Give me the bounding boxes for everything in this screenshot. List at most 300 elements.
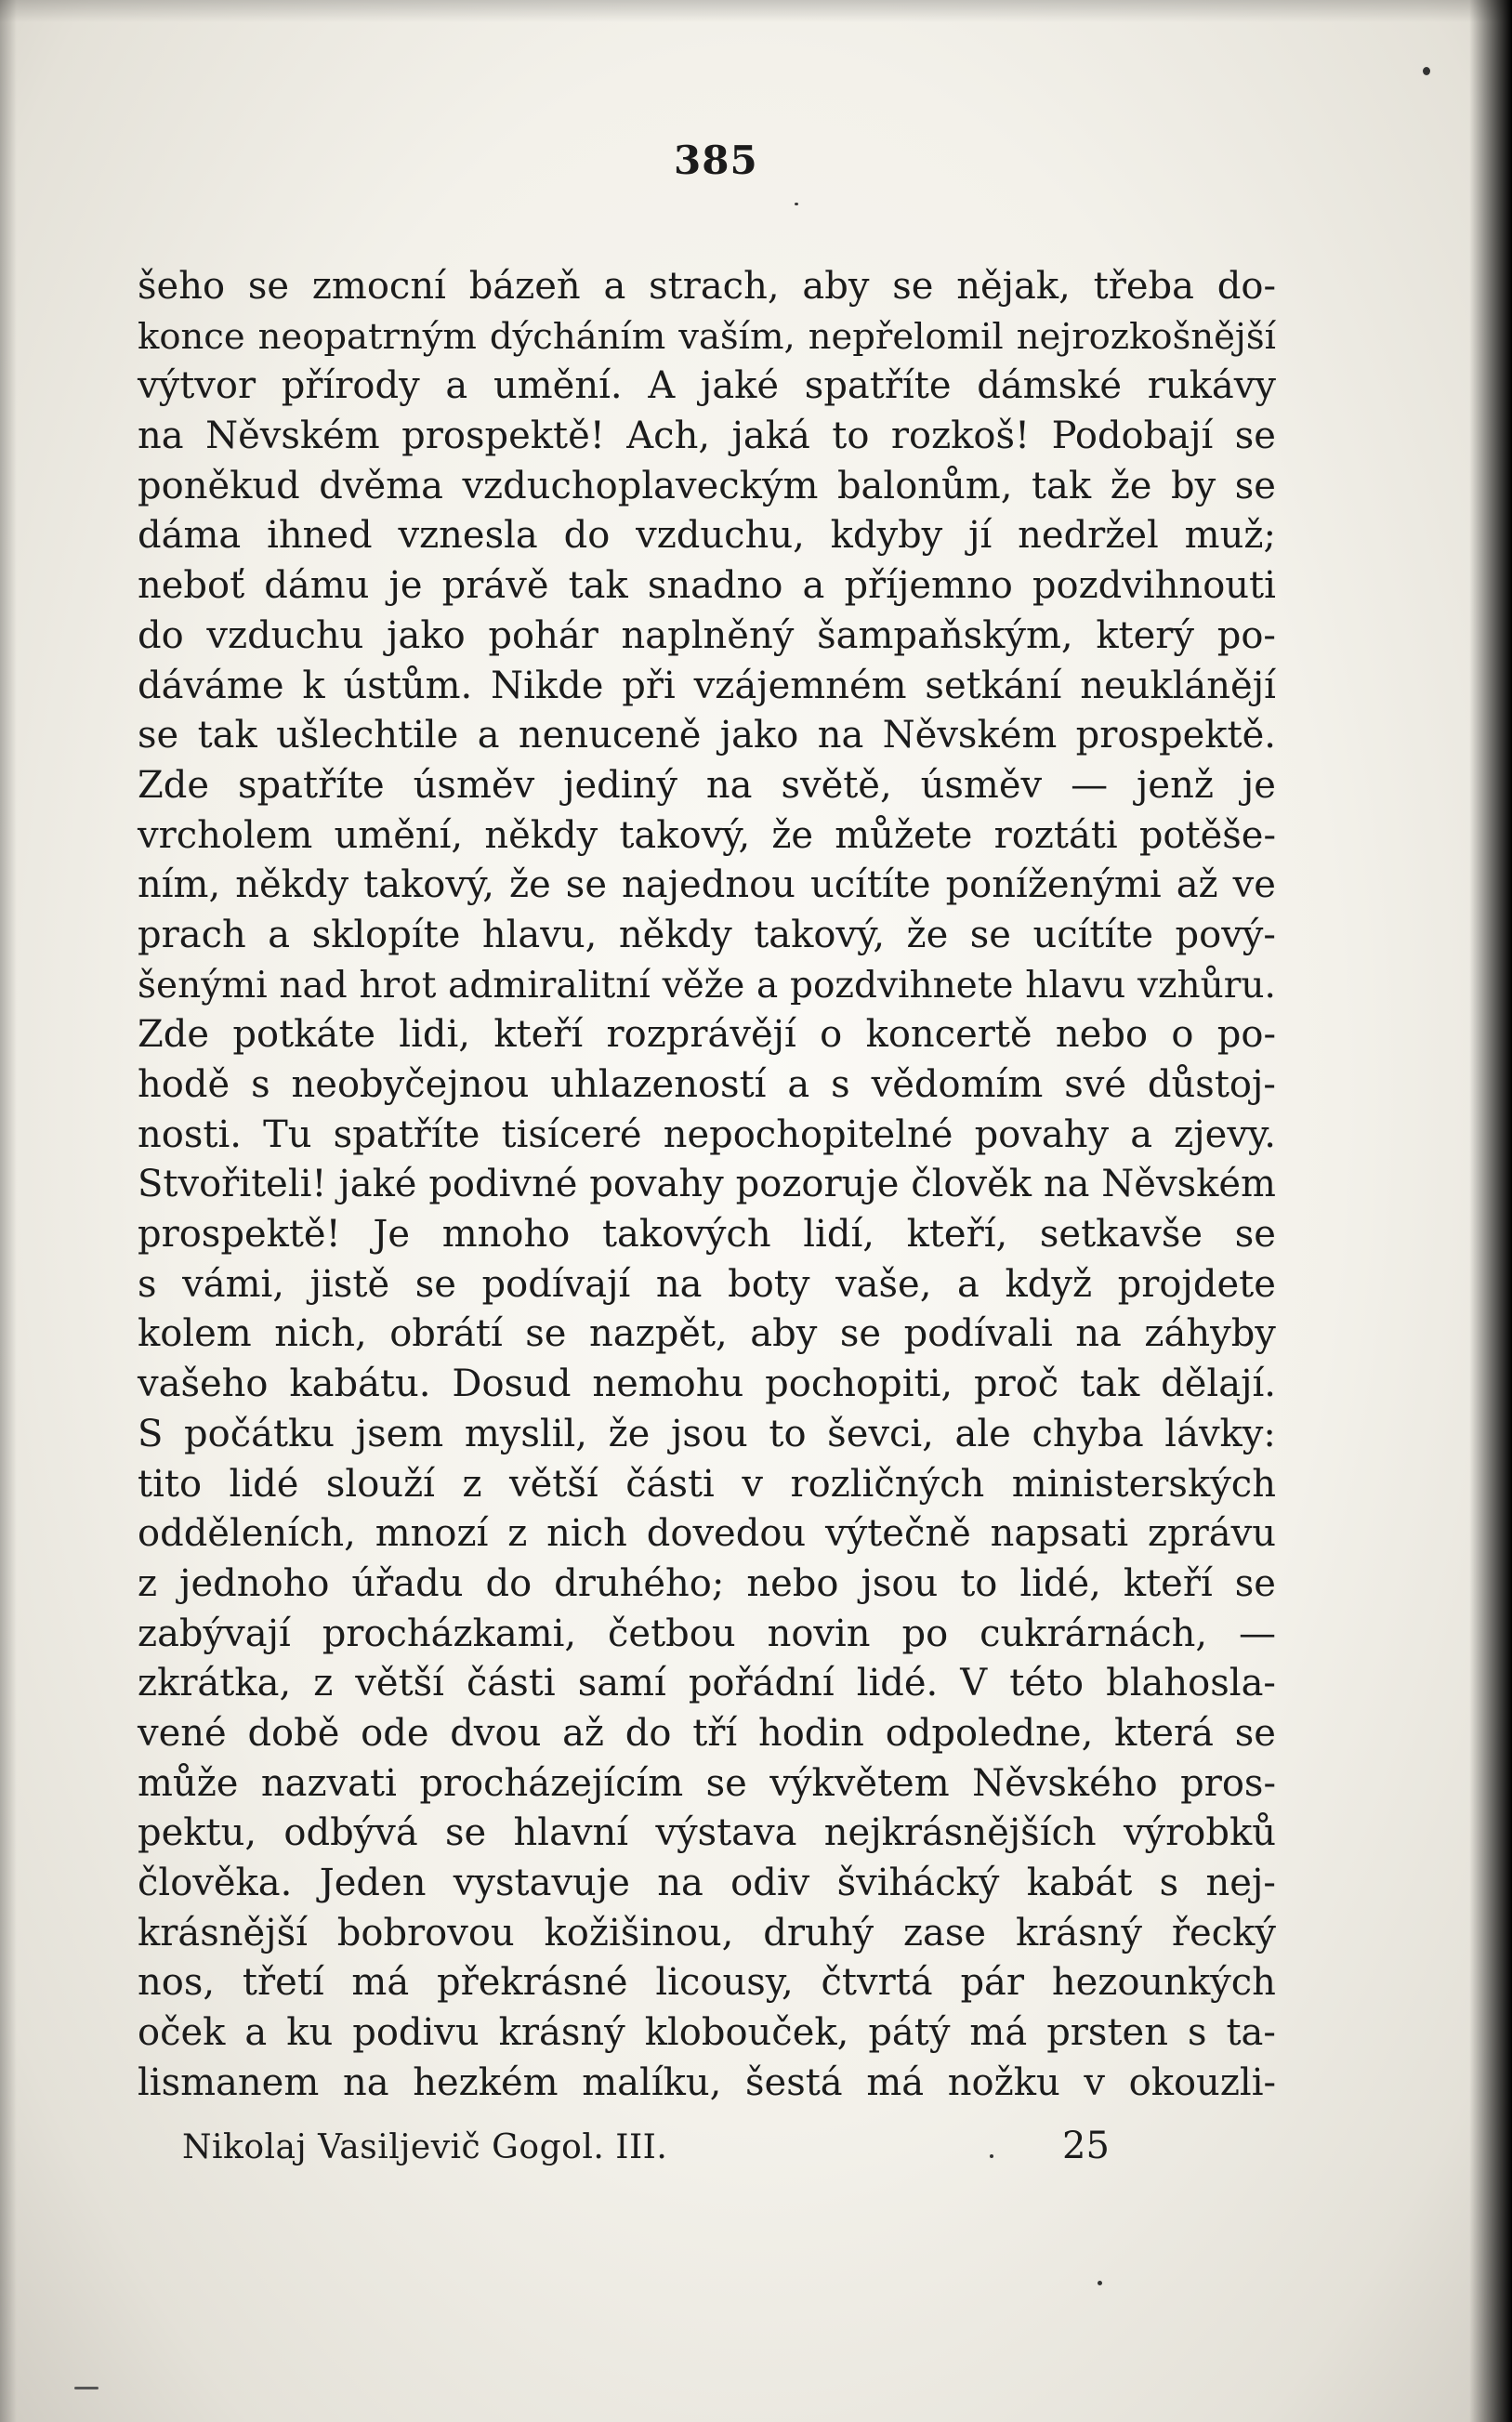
word: rozkoš! (890, 415, 1031, 458)
word: vrcholem (138, 813, 313, 857)
word: z (507, 1512, 528, 1556)
word: až (562, 1711, 604, 1755)
text-line (138, 662, 1276, 712)
word: nebo (746, 1561, 839, 1605)
word: potkáte (232, 1013, 375, 1057)
word: vědomím (871, 1063, 1044, 1106)
word: Dosud (452, 1362, 572, 1406)
word: vzduchu (206, 613, 364, 657)
word: na (1043, 1163, 1090, 1206)
word: Stvořiteli! (138, 1163, 327, 1206)
word: a (244, 2011, 268, 2055)
word: nožku (947, 2060, 1060, 2104)
word: lidé. (856, 1662, 939, 1705)
word: že (771, 813, 814, 857)
word: hlavní (513, 1811, 629, 1855)
word: vystavuje (453, 1862, 630, 1904)
text-line (138, 1460, 1276, 1510)
word: v (742, 1462, 763, 1506)
word: své (1064, 1063, 1126, 1106)
word: prsten (1046, 2011, 1168, 2055)
word: části (625, 1462, 715, 1506)
word: ministerských (1011, 1462, 1276, 1506)
word: nich (546, 1512, 627, 1556)
text-line (138, 2008, 1276, 2059)
word: na (657, 1862, 703, 1904)
word: se (445, 1811, 487, 1855)
word: poníženými (945, 863, 1162, 907)
word: hezounkých (1051, 1961, 1276, 2005)
word: konce (138, 315, 245, 358)
word: se (1234, 1213, 1276, 1257)
word: Něvském (205, 415, 380, 458)
word: neuklánějí (1080, 664, 1276, 707)
text-line (138, 262, 1276, 312)
word: prospektě. (1075, 714, 1276, 757)
word: ucítíte (809, 863, 931, 907)
word: s (831, 1063, 850, 1106)
word: pozdvihnouti (1032, 564, 1276, 608)
word: Něvském (1101, 1163, 1276, 1206)
word: dáma (138, 514, 242, 558)
word: prospektě! (138, 1213, 341, 1257)
word: lidé (229, 1462, 299, 1506)
word: oček (138, 2011, 226, 2055)
word: pořádní (688, 1662, 835, 1705)
word: umění, (334, 813, 464, 857)
word: čtvrtá (821, 1961, 933, 2005)
word: odbývá (283, 1811, 418, 1855)
word: šampaňským, (817, 613, 1073, 657)
word: obrátí (389, 1312, 503, 1356)
word: Podobají (1051, 415, 1214, 458)
word: třetí (242, 1961, 324, 2005)
word: napsati (990, 1512, 1129, 1556)
word: dámu (264, 564, 370, 608)
word: ucítíte (1032, 913, 1154, 956)
word: to (832, 415, 870, 458)
word: vzájemném (693, 664, 907, 707)
word: kteří (493, 1013, 584, 1057)
word: blahosla- (1106, 1662, 1276, 1705)
word: světě, (781, 763, 892, 807)
word: vzduchoplaveckým (462, 464, 819, 507)
word: — (1071, 763, 1109, 807)
word: procházejícím (419, 1761, 684, 1805)
word: to (960, 1561, 998, 1605)
word: je (1242, 763, 1276, 807)
word: vámi, (182, 1262, 285, 1306)
word: vaše, (835, 1262, 932, 1306)
word: příjemno (844, 564, 1013, 608)
word: větší (509, 1462, 598, 1506)
word: tak (197, 714, 257, 757)
text-line (138, 561, 1276, 612)
word: dovedou (646, 1512, 807, 1556)
word: lidé, (1019, 1561, 1101, 1605)
word: prospektě! (401, 415, 605, 458)
word: ušlechtile (276, 714, 459, 757)
word: prach (138, 913, 246, 956)
text-line (138, 1709, 1276, 1759)
word: setkavše (1039, 1213, 1203, 1257)
word: ve (1232, 863, 1276, 907)
word: balonům, (836, 464, 1013, 507)
word: nejkrásnějších (823, 1811, 1097, 1855)
word: po- (1216, 613, 1276, 657)
word: tak (1031, 464, 1092, 507)
text-line (138, 761, 1276, 811)
word: V (960, 1662, 988, 1705)
word: se (1234, 1561, 1276, 1605)
text-line (138, 1958, 1276, 2008)
word: výkvětem (769, 1761, 950, 1805)
word: boty (728, 1262, 810, 1306)
paper-speck (990, 2154, 993, 2158)
word: samí (577, 1662, 666, 1705)
word: pár (960, 1961, 1025, 2005)
word: podivu (352, 2011, 480, 2055)
word: dělají. (1161, 1362, 1276, 1406)
word: nosti. (138, 1112, 242, 1156)
text-line (138, 861, 1276, 911)
word: lismanem (138, 2060, 320, 2104)
word: překrásné (437, 1961, 628, 2005)
word: poněkud (138, 464, 300, 507)
text-line (138, 1111, 1276, 1161)
word: nemohu (592, 1362, 744, 1406)
word: době (247, 1711, 340, 1755)
word: záhyby (1144, 1312, 1276, 1356)
word: odděleních, (138, 1512, 356, 1556)
word: větší (355, 1662, 444, 1705)
word: povahy (974, 1112, 1110, 1156)
word: pektu, (138, 1811, 257, 1855)
word: ústům. (343, 664, 473, 707)
footer-author-volume: Nikolaj Vasiljevič Gogol. III. (182, 2128, 668, 2166)
word: a (787, 1063, 810, 1106)
word: hodin (757, 1711, 864, 1755)
word: se (1234, 415, 1276, 458)
word: někdy (618, 913, 732, 956)
word: jí (968, 514, 993, 558)
word: dámské (977, 364, 1123, 408)
word: jaké (338, 1163, 417, 1206)
word: to (769, 1412, 807, 1455)
word: s (1159, 1862, 1179, 1904)
word: jako (387, 613, 466, 657)
word: odpoledne, (885, 1711, 1094, 1755)
text-line (138, 511, 1276, 561)
word: licousy, (655, 1961, 794, 2005)
word: neobyčejnou (291, 1063, 530, 1106)
word: Zde (138, 1013, 210, 1057)
text-line (138, 1060, 1276, 1111)
text-line (138, 911, 1276, 961)
word: potěše- (1138, 813, 1276, 857)
word: má (866, 2060, 925, 2104)
word: o (820, 1013, 843, 1057)
word: spatříte (238, 763, 385, 807)
word: spatříte (333, 1112, 480, 1156)
word: nějak, (956, 265, 1071, 308)
paper-speck (74, 2387, 99, 2389)
word: nich, (274, 1312, 367, 1356)
word: můžete (835, 813, 973, 857)
word: podivné (428, 1163, 578, 1206)
word: uhlazeností (550, 1063, 767, 1106)
word: Je (373, 1213, 411, 1257)
word: kolem (138, 1312, 252, 1356)
word: přírody (281, 364, 420, 408)
word: hodě (138, 1063, 230, 1106)
word: tak (568, 564, 628, 608)
text-line (138, 2059, 1276, 2109)
word: roztáti (993, 813, 1118, 857)
text-line (138, 1509, 1276, 1560)
paper-speck (795, 203, 798, 205)
word: z (462, 1462, 482, 1506)
word: na (655, 1262, 703, 1306)
word: neboť (138, 564, 245, 608)
text-line (138, 1809, 1276, 1859)
word: kožišinou, (544, 1911, 734, 1955)
word: ním, (138, 863, 221, 907)
word: tak (1080, 1362, 1140, 1406)
word: by (1170, 464, 1216, 507)
word: do (138, 613, 184, 657)
word: druhý (763, 1911, 874, 1955)
word: rozličných (790, 1462, 985, 1506)
word: šeho (138, 265, 226, 308)
word: nej- (1205, 1862, 1276, 1904)
text-line (138, 1759, 1276, 1810)
word: rozprávějí (606, 1013, 796, 1057)
word: se (1234, 464, 1276, 507)
word: krásný (498, 2011, 625, 2055)
word: a (445, 364, 468, 408)
text-line (138, 412, 1276, 462)
word: jistě (309, 1262, 390, 1306)
word: setkání (925, 664, 1062, 707)
word: který (1096, 613, 1195, 657)
word: kdyby (830, 514, 943, 558)
word: jednoho (179, 1561, 330, 1605)
word: někdy (484, 813, 598, 857)
word: dvěma (319, 464, 443, 507)
word: proč (973, 1362, 1059, 1406)
word: nebo (1055, 1013, 1149, 1057)
text-line (138, 811, 1276, 862)
word: druhého; (554, 1561, 725, 1605)
word: krásný (1015, 1911, 1143, 1955)
word: může (138, 1761, 239, 1805)
word: cukrárnách, (980, 1612, 1208, 1655)
word: výstava (655, 1811, 797, 1855)
word: dáváme (138, 664, 284, 707)
word: lidi, (399, 1013, 470, 1057)
page-number: 385 (674, 138, 758, 183)
word: a (756, 964, 779, 1007)
word: hlavu (1025, 964, 1126, 1007)
word: a (477, 714, 500, 757)
text-line (138, 312, 1276, 362)
word: do (625, 1711, 672, 1755)
word: takový, (619, 813, 751, 857)
word: vznesla (398, 514, 538, 558)
word: po (901, 1612, 949, 1655)
word: jaké (700, 364, 780, 408)
word: je (388, 564, 423, 608)
word: Něvském (882, 714, 1058, 757)
word: vzhůru. (1137, 964, 1276, 1007)
word: jsou (861, 1561, 939, 1605)
word: zmocní (311, 265, 446, 308)
text-line (138, 1310, 1276, 1360)
word: k (302, 664, 325, 707)
word: podívají (481, 1262, 631, 1306)
word: nenuceně (518, 714, 702, 757)
word: jsem (355, 1412, 444, 1455)
word: aby (750, 1312, 818, 1356)
word: pový- (1175, 913, 1276, 956)
word: tisíceré (501, 1112, 642, 1156)
word: do (563, 514, 611, 558)
word: se (1234, 1711, 1276, 1755)
word: takový, (754, 913, 886, 956)
word: muž; (1184, 514, 1276, 558)
text-line (138, 711, 1276, 761)
word: má (351, 1961, 410, 2005)
text-line (138, 1560, 1276, 1610)
word: dvou (450, 1711, 542, 1755)
page-top-shadow (0, 0, 1512, 22)
word: úsměv (413, 763, 535, 807)
word: Jeden (319, 1862, 427, 1904)
word: koncertě (865, 1013, 1032, 1057)
word: výrobků (1123, 1811, 1276, 1855)
word: zkrátka, (138, 1662, 292, 1705)
word: vašeho (138, 1362, 269, 1406)
word: úřadu (351, 1561, 464, 1605)
word: vzduchu, (636, 514, 805, 558)
word: hrot (359, 964, 437, 1007)
word: Tu (263, 1112, 312, 1156)
word: nejrozkošnější (1016, 315, 1276, 358)
word: četbou (608, 1612, 736, 1655)
word: kabát (1026, 1862, 1133, 1904)
word: dýcháním (489, 315, 666, 358)
word: jako (719, 714, 799, 757)
word: ihned (267, 514, 373, 558)
word: tito (138, 1462, 203, 1506)
word: chyba (1032, 1412, 1144, 1455)
word: nazpět, (589, 1312, 728, 1356)
word: aby (802, 265, 870, 308)
text-line (138, 1260, 1276, 1310)
word: takových (601, 1213, 771, 1257)
word: úsměv (920, 763, 1043, 807)
word: mnoho (441, 1213, 571, 1257)
word: švihácký (836, 1862, 1000, 1904)
text-line (138, 1909, 1276, 1959)
word: myslil, (464, 1412, 587, 1455)
word: odiv (730, 1862, 810, 1904)
word: admiralitní (448, 964, 651, 1007)
word: do (485, 1561, 532, 1605)
word: se (247, 265, 290, 308)
word: této (1009, 1662, 1085, 1705)
word: s (1187, 2011, 1207, 2055)
word: ku (286, 2011, 334, 2055)
word: lidí, (803, 1213, 874, 1257)
word: podívali (903, 1312, 1053, 1356)
word: člověka. (138, 1862, 293, 1904)
word: snadno (647, 564, 783, 608)
word: jaká (731, 415, 810, 458)
word: rukávy (1147, 364, 1276, 408)
word: až (1176, 863, 1218, 907)
word: Něvského (972, 1761, 1158, 1805)
text-line (138, 1659, 1276, 1709)
word: že (1110, 464, 1152, 507)
word: zjevy. (1174, 1112, 1276, 1156)
word: tří (692, 1711, 738, 1755)
word: která (1114, 1711, 1214, 1755)
word: kabátu. (289, 1362, 431, 1406)
word: kteří (1123, 1561, 1213, 1605)
word: kteří, (906, 1213, 1008, 1257)
word: s (138, 1262, 157, 1306)
word: a (268, 913, 291, 956)
word: Zde (138, 763, 210, 807)
word: nepřelomil (808, 315, 1004, 358)
word: na (705, 763, 753, 807)
word: neopatrným (257, 315, 477, 358)
word: se (839, 1312, 882, 1356)
word: po- (1216, 1013, 1276, 1057)
word: pozoruje (735, 1163, 900, 1206)
word: důstoj- (1147, 1063, 1276, 1106)
word: na (817, 714, 864, 757)
word: spatříte (804, 364, 952, 408)
word: s (251, 1063, 270, 1106)
word: a (1130, 1112, 1153, 1156)
word: hezkém (413, 2060, 559, 2104)
word: — (1239, 1612, 1276, 1655)
word: se (138, 714, 179, 757)
word: ale (954, 1412, 1011, 1455)
word: nepochopitelné (663, 1112, 953, 1156)
word: právě (441, 564, 549, 608)
paper-speck (1423, 67, 1430, 75)
word: jsou (670, 1412, 748, 1455)
word: vaším, (678, 315, 795, 358)
word: do- (1216, 265, 1276, 308)
word: zase (902, 1911, 987, 1955)
text-line (138, 1360, 1276, 1410)
word: nedržel (1018, 514, 1159, 558)
word: sklopíte (311, 913, 461, 956)
text-line (138, 1410, 1276, 1460)
word: nazvati (260, 1761, 397, 1805)
word: řecký (1171, 1911, 1276, 1955)
text-line (138, 612, 1276, 662)
text-line (138, 1610, 1276, 1660)
word: lávky: (1164, 1412, 1276, 1455)
word: se (525, 1312, 567, 1356)
word: někdy (235, 863, 349, 907)
